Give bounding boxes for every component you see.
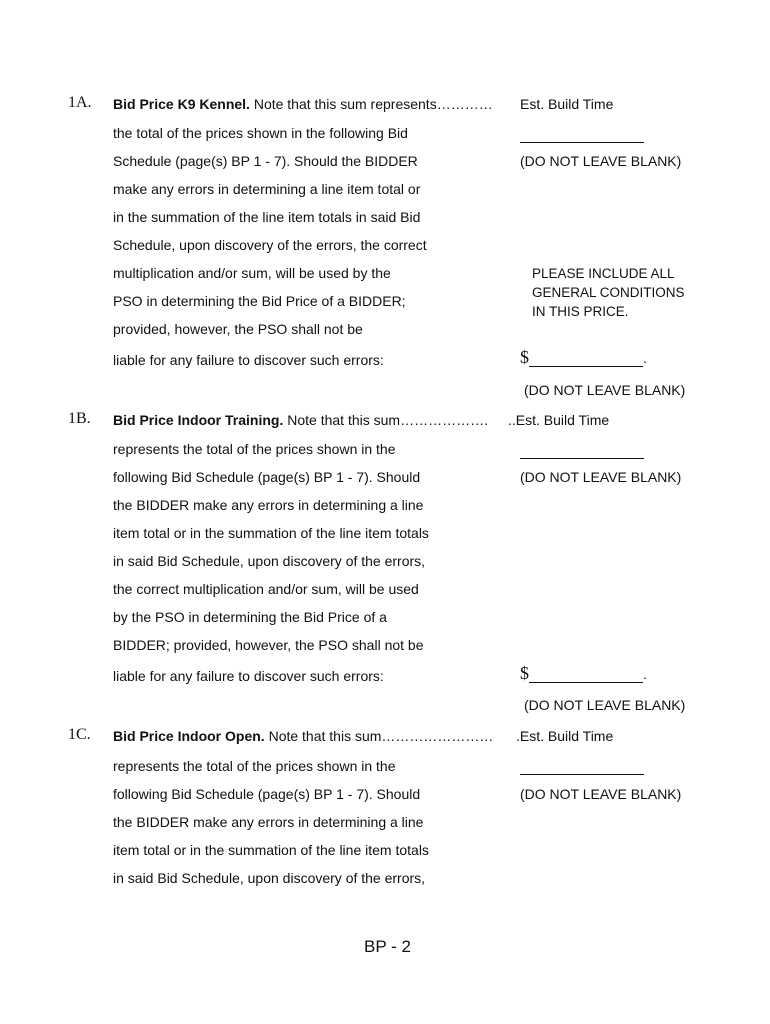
section-1a-lead: Note that this sum represents………… (253, 96, 493, 112)
section-1a-line: make any errors in determining a line item total or (113, 181, 421, 197)
section-1a-amount-do-not-leave-blank: (DO NOT LEAVE BLANK) (524, 382, 686, 398)
section-1b-amount-do-not-leave-blank: (DO NOT LEAVE BLANK) (524, 697, 686, 713)
section-1a-build-time-label: Est. Build Time (520, 96, 614, 112)
section-1a-do-not-leave-blank: (DO NOT LEAVE BLANK) (520, 153, 682, 169)
section-1b-do-not-leave-blank: (DO NOT LEAVE BLANK) (520, 469, 682, 485)
dollar-sign: $ (520, 347, 529, 367)
section-1b-line: the BIDDER make any errors in determining a line (113, 497, 424, 513)
dollar-sign: $ (520, 663, 529, 683)
amount-suffix: . (643, 666, 647, 682)
section-1b-line: following Bid Schedule (page(s) BP 1 - 7). Should (113, 469, 421, 485)
section-1c-line: following Bid Schedule (page(s) BP 1 - 7). Should (113, 786, 421, 802)
section-1b-line: BIDDER; provided, however, the PSO shall not be (113, 637, 424, 653)
section-1b-heading-line (113, 411, 488, 429)
section-1c-number: 1C. (68, 726, 91, 743)
page-number: BP - 2 (364, 937, 411, 956)
section-1b-line: liable for any failure to discover such errors: (113, 668, 384, 684)
section-1a-number: 1A. (68, 94, 92, 111)
section-1a-amount-field[interactable] (520, 348, 647, 367)
section-1b-line: item total or in the summation of the line item totals (113, 525, 429, 541)
section-1b-lead: Note that this sum………………. (287, 412, 488, 428)
section-1a-line: provided, however, the PSO shall not be (113, 321, 363, 337)
section-1b-build-time-label: ..Est. Build Time (508, 412, 610, 428)
section-1c-line: in said Bid Schedule, upon discovery of the errors, (113, 870, 426, 886)
section-1c-line: represents the total of the prices shown in the (113, 758, 396, 774)
general-conditions-note-line: GENERAL CONDITIONS (532, 285, 685, 300)
section-1c-build-time-label: .Est. Build Time (516, 728, 614, 744)
section-1a-heading: Bid Price K9 Kennel. (113, 96, 250, 112)
general-conditions-note-line: IN THIS PRICE. (532, 304, 629, 319)
section-1b-amount-field[interactable] (520, 664, 647, 683)
section-1a-build-time-field[interactable] (520, 125, 644, 143)
section-1a-line: Schedule (page(s) BP 1 - 7). Should the BIDDER (113, 153, 418, 169)
section-1b-number: 1B. (68, 410, 91, 427)
section-1c-do-not-leave-blank: (DO NOT LEAVE BLANK) (520, 786, 682, 802)
section-1a-line: Schedule, upon discovery of the errors, the correct (113, 237, 427, 253)
section-1c-heading: Bid Price Indoor Open. (113, 728, 265, 744)
section-1a-line: PSO in determining the Bid Price of a BIDDER; (113, 293, 406, 309)
section-1b-build-time-field[interactable] (520, 441, 644, 459)
section-1c-line: the BIDDER make any errors in determining a line (113, 814, 424, 830)
section-1a-line: the total of the prices shown in the following Bid (113, 125, 408, 141)
section-1b-line: the correct multiplication and/or sum, will be used (113, 581, 419, 597)
section-1c-line: item total or in the summation of the line item totals (113, 842, 429, 858)
section-1c-heading-line (113, 727, 493, 745)
section-1b-line: in said Bid Schedule, upon discovery of the errors, (113, 553, 426, 569)
section-1c-lead: Note that this sum…………………… (268, 728, 494, 744)
section-1b-line: represents the total of the prices shown in the (113, 441, 396, 457)
section-1a-heading-line (113, 95, 493, 113)
section-1c-build-time-field[interactable] (520, 757, 644, 775)
amount-suffix: . (643, 350, 647, 366)
section-1a-line: in the summation of the line item totals in said Bid (113, 209, 421, 225)
general-conditions-note-line: PLEASE INCLUDE ALL (532, 266, 675, 281)
section-1b-line: by the PSO in determining the Bid Price of a (113, 609, 387, 625)
section-1a-line: liable for any failure to discover such errors: (113, 352, 384, 368)
section-1b-heading: Bid Price Indoor Training. (113, 412, 284, 428)
section-1a-line: multiplication and/or sum, will be used by the (113, 265, 391, 281)
